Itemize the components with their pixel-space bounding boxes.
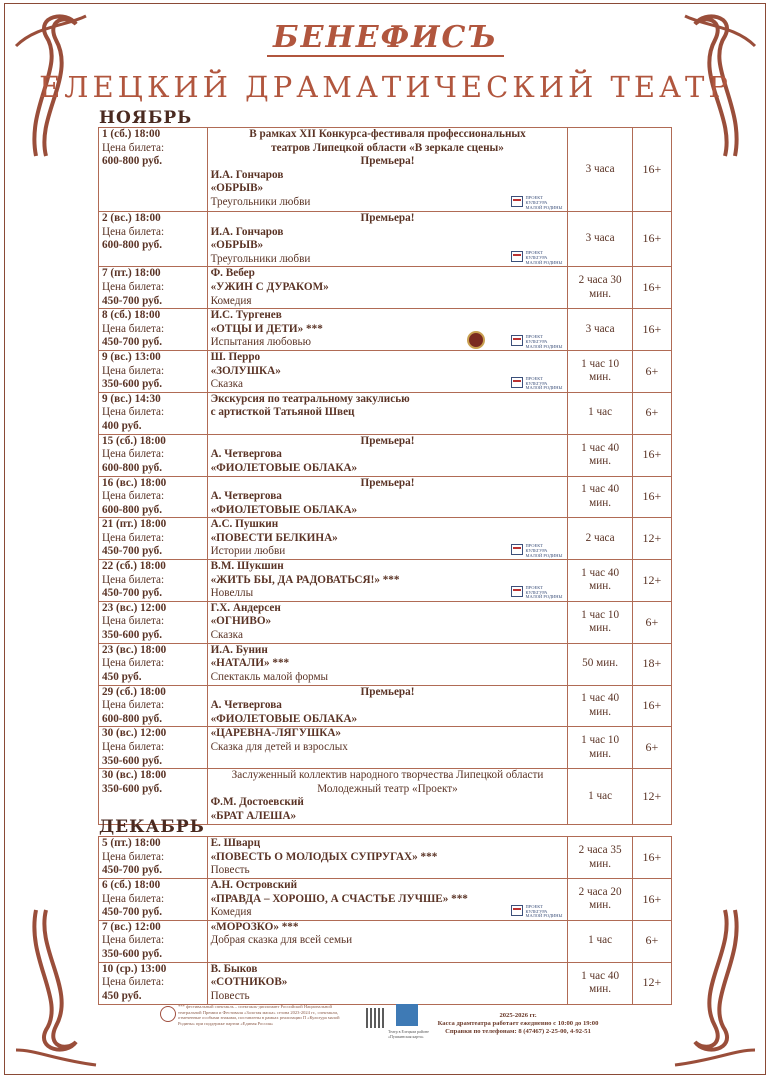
play-genre: Сказка	[210, 629, 243, 642]
event-date: 2 (вс.) 18:00	[102, 212, 161, 224]
event-date: 23 (вс.) 18:00	[102, 643, 167, 656]
event-cell	[207, 643, 568, 685]
price-label: Цена билета:	[102, 892, 165, 905]
author-name: Ф. Вебер	[210, 267, 255, 280]
date-cell	[99, 962, 208, 1004]
duration-cell: 2 часа 35 мин.	[568, 837, 632, 879]
age-rating-cell: 16+	[632, 267, 671, 309]
ticket-price: 450 руб.	[102, 671, 142, 684]
ticket-price: 600-800 руб.	[102, 155, 162, 168]
date-cell	[99, 518, 208, 560]
date-cell	[99, 267, 208, 309]
price-label: Цена билета:	[102, 141, 165, 154]
age-rating-cell: 16+	[632, 212, 671, 267]
play-genre: Истории любви	[210, 545, 286, 558]
play-title: «ПРАВДА – ХОРОШО, А СЧАСТЬЕ ЛУЧШЕ» ***	[210, 892, 468, 905]
event-date: 22 (сб.) 18:00	[102, 560, 166, 573]
ticket-price: 600-800 руб.	[102, 461, 162, 474]
author-name: И.А. Гончаров	[210, 168, 284, 181]
event-date: 6 (сб.) 18:00	[102, 879, 161, 891]
ticket-price: 450-700 руб.	[102, 906, 162, 919]
flag-icon	[511, 335, 523, 346]
play-genre: Повесть	[210, 989, 250, 1002]
project-logo-text: ПРОЕКТ КУЛЬТУРА МАЛОЙ РОДИНЫ	[525, 333, 563, 349]
project-culture-logo-icon	[511, 543, 563, 557]
duration-cell: 1 час 40 мин.	[568, 962, 632, 1004]
project-logo-text: ПРОЕКТ КУЛЬТУРА МАЛОЙ РОДИНЫ	[525, 903, 563, 919]
event-note: Заслуженный коллектив народного творчества Липецкой области	[231, 769, 544, 782]
event-note: Молодежный театр «Проект»	[317, 782, 458, 795]
event-date: 8 (сб.) 18:00	[102, 309, 161, 322]
schedule-row	[99, 128, 672, 212]
event-cell	[207, 434, 568, 476]
play-genre: Повесть	[210, 864, 250, 877]
ticket-price: 600-800 руб.	[102, 239, 162, 252]
schedule-row	[99, 392, 672, 434]
event-note: театров Липецкой области «В зеркале сцены»	[271, 141, 504, 154]
event-cell	[207, 601, 568, 643]
season-label: 2025-2026 гг.	[499, 1012, 537, 1019]
schedule-row	[99, 560, 672, 602]
price-label: Цена билета:	[102, 531, 165, 544]
box-office-hours: Касса драмтеатра работает ежедневно с 10:00 до 19:00	[437, 1020, 599, 1027]
flag-icon	[511, 586, 523, 597]
price-label: Цена билета:	[102, 406, 165, 419]
schedule-row	[99, 212, 672, 267]
event-date: 30 (вс.) 18:00	[102, 769, 167, 782]
play-title: «ФИОЛЕТОВЫЕ ОБЛАКА»	[210, 503, 358, 516]
schedule-row	[99, 727, 672, 769]
event-date: 9 (вс.) 13:00	[102, 350, 161, 363]
event-cell	[207, 392, 568, 434]
november-schedule-table	[98, 127, 672, 825]
schedule-row	[99, 920, 672, 962]
event-date: 1 (сб.) 18:00	[102, 128, 161, 140]
event-date: 29 (сб.) 18:00	[102, 685, 166, 698]
event-cell	[207, 212, 568, 267]
event-cell	[207, 518, 568, 560]
event-cell	[207, 267, 568, 309]
flag-icon	[511, 251, 523, 262]
duration-cell: 1 час 40 мин.	[568, 560, 632, 602]
price-label: Цена билета:	[102, 615, 165, 628]
play-title: «БРАТ АЛЕША»	[210, 809, 297, 822]
project-culture-logo-icon	[511, 334, 563, 348]
age-rating-cell: 6+	[632, 392, 671, 434]
price-label: Цена билета:	[102, 850, 165, 863]
play-genre: Новеллы	[210, 587, 254, 600]
author-name: Е. Шварц	[210, 837, 261, 849]
play-title: «ЖИТЬ БЫ, ДА РАДОВАТЬСЯ!» ***	[210, 573, 400, 586]
play-title: «СОТНИКОВ»	[210, 976, 288, 989]
ticket-price: 350-600 руб.	[102, 782, 162, 795]
schedule-row	[99, 309, 672, 351]
flag-icon	[511, 377, 523, 388]
event-date: 15 (сб.) 18:00	[102, 434, 166, 447]
author-name: А. Четвергова	[210, 699, 282, 712]
play-genre: Треугольники любви	[210, 252, 311, 265]
price-label: Цена билета:	[102, 573, 165, 586]
play-title: «НАТАЛИ» ***	[210, 657, 290, 670]
author-name: И.А. Гончаров	[210, 225, 284, 238]
premiere-label: Премьера!	[360, 685, 415, 698]
price-label: Цена билета:	[102, 448, 165, 461]
price-label: Цена билета:	[102, 934, 165, 947]
price-label: Цена билета:	[102, 225, 165, 238]
event-date: 21 (пт.) 18:00	[102, 518, 167, 531]
event-cell	[207, 920, 568, 962]
author-name: В. Быков	[210, 962, 258, 975]
play-title: «ОГНИВО»	[210, 615, 272, 628]
age-rating-cell: 16+	[632, 476, 671, 518]
duration-cell: 1 час 40 мин.	[568, 685, 632, 727]
project-logo-text: ПРОЕКТ КУЛЬТУРА МАЛОЙ РОДИНЫ	[525, 543, 563, 558]
schedule-row	[99, 267, 672, 309]
age-rating-cell: 16+	[632, 434, 671, 476]
event-date: 30 (вс.) 12:00	[102, 727, 167, 740]
date-cell	[99, 434, 208, 476]
author-name: Ф.М. Достоевский	[210, 796, 304, 809]
age-rating-cell: 6+	[632, 601, 671, 643]
event-cell	[207, 309, 568, 351]
event-date: 23 (вс.) 12:00	[102, 601, 167, 614]
play-genre: Спектакль малой формы	[210, 671, 329, 684]
age-rating-cell: 6+	[632, 350, 671, 392]
schedule-row	[99, 685, 672, 727]
play-genre: Сказка	[210, 378, 243, 391]
schedule-row	[99, 837, 672, 879]
premiere-label: Премьера!	[360, 212, 415, 224]
play-title: «ОБРЫВ»	[210, 239, 264, 252]
duration-cell: 3 часа	[568, 128, 632, 212]
age-rating-cell: 12+	[632, 962, 671, 1004]
play-title: «ПОВЕСТИ БЕЛКИНА»	[210, 531, 338, 544]
play-genre: Комедия	[210, 906, 252, 919]
event-cell	[207, 560, 568, 602]
ticket-price: 450 руб.	[102, 989, 142, 1002]
project-culture-logo-icon	[511, 585, 563, 599]
date-cell	[99, 920, 208, 962]
play-genre: Испытания любовью	[210, 336, 311, 349]
event-date: 9 (вс.) 14:30	[102, 392, 161, 405]
premiere-label: Премьера!	[360, 476, 415, 489]
duration-cell: 2 часа	[568, 518, 632, 560]
page-title: ЕЛЕЦКИЙ ДРАМАТИЧЕСКИЙ ТЕАТР	[39, 70, 732, 104]
author-name: А.С. Пушкин	[210, 518, 279, 531]
project-logo-text: ПРОЕКТ КУЛЬТУРА МАЛОЙ РОДИНЫ	[525, 584, 563, 600]
project-logo-text: ПРОЕКТ КУЛЬТУРА МАЛОЙ РОДИНЫ	[525, 195, 563, 210]
event-cell	[207, 962, 568, 1004]
event-cell	[207, 685, 568, 727]
event-date: 7 (вс.) 12:00	[102, 920, 161, 933]
schedule-row	[99, 879, 672, 921]
author-name: «МОРОЗКО» ***	[210, 920, 299, 933]
date-cell	[99, 392, 208, 434]
schedule-row	[99, 434, 672, 476]
play-title: «ПОВЕСТЬ О МОЛОДЫХ СУПРУГАХ» ***	[210, 850, 438, 863]
duration-cell: 1 час	[568, 769, 632, 824]
event-date: 10 (ср.) 13:00	[102, 962, 167, 975]
price-label: Цена билета:	[102, 322, 165, 335]
age-rating-cell: 16+	[632, 837, 671, 879]
age-rating-cell: 6+	[632, 920, 671, 962]
event-cell	[207, 727, 568, 769]
author-name: А. Четвергова	[210, 448, 282, 461]
play-title: «ОТЦЫ И ДЕТИ» ***	[210, 322, 323, 335]
age-rating-cell: 16+	[632, 128, 671, 212]
price-label: Цена билета:	[102, 976, 165, 989]
ticket-price: 450-700 руб.	[102, 545, 162, 558]
price-label: Цена билета:	[102, 657, 165, 670]
duration-cell: 1 час 40 мин.	[568, 434, 632, 476]
date-cell	[99, 769, 208, 824]
duration-cell: 2 часа 20 мин.	[568, 879, 632, 921]
ticket-price: 600-800 руб.	[102, 503, 162, 516]
age-rating-cell: 12+	[632, 769, 671, 824]
ticket-price: 350-600 руб.	[102, 629, 162, 642]
price-label: Цена билета:	[102, 490, 165, 503]
duration-cell: 3 часа	[568, 212, 632, 267]
footer	[0, 1004, 771, 1059]
schedule-row	[99, 769, 672, 824]
duration-cell: 1 час	[568, 920, 632, 962]
duration-cell: 1 час 40 мин.	[568, 476, 632, 518]
age-rating-cell: 12+	[632, 560, 671, 602]
ticket-price: 450-700 руб.	[102, 294, 162, 307]
duration-cell: 3 часа	[568, 309, 632, 351]
author-name: «ЦАРЕВНА-ЛЯГУШКА»	[210, 727, 342, 740]
event-date: 16 (вс.) 18:00	[102, 476, 167, 489]
date-cell	[99, 685, 208, 727]
play-title: «ОБРЫВ»	[210, 182, 264, 195]
play-genre: Комедия	[210, 294, 252, 307]
event-cell	[207, 350, 568, 392]
schedule-row	[99, 518, 672, 560]
price-label: Цена билета:	[102, 741, 165, 753]
project-culture-logo-icon	[511, 195, 563, 209]
flag-icon	[511, 544, 523, 555]
duration-cell: 1 час	[568, 392, 632, 434]
duration-cell: 2 часа 30 мин.	[568, 267, 632, 309]
date-cell	[99, 727, 208, 769]
ticket-price: 450-700 руб.	[102, 864, 162, 877]
flag-icon	[511, 905, 523, 916]
age-rating-cell: 12+	[632, 518, 671, 560]
author-name: В.М. Шукшин	[210, 560, 284, 573]
schedule-row	[99, 350, 672, 392]
date-cell	[99, 601, 208, 643]
date-cell	[99, 837, 208, 879]
theatre-logo: БЕНЕФИСЪ	[0, 20, 771, 55]
event-note: В рамках XII Конкурса-фестиваля профессиональных	[249, 128, 526, 140]
date-cell	[99, 879, 208, 921]
age-rating-cell: 16+	[632, 879, 671, 921]
flag-icon	[511, 196, 523, 207]
event-cell	[207, 837, 568, 879]
author-name: А.Н. Островский	[210, 879, 298, 891]
ticket-price: 450-700 руб.	[102, 336, 162, 349]
december-schedule-table	[98, 836, 672, 1005]
project-culture-logo-icon	[511, 376, 563, 390]
project-culture-logo-icon	[511, 904, 563, 918]
play-genre: Треугольники любви	[210, 195, 311, 208]
project-culture-logo-icon	[511, 250, 563, 264]
qr-code-icon[interactable]	[366, 1008, 386, 1028]
duration-cell: 50 мин.	[568, 643, 632, 685]
date-cell	[99, 350, 208, 392]
author-name: Ш. Перро	[210, 350, 261, 363]
event-cell	[207, 879, 568, 921]
event-cell	[207, 476, 568, 518]
festival-mark-icon	[160, 1006, 176, 1022]
premiere-label: Премьера!	[360, 434, 415, 447]
play-title: «УЖИН С ДУРАКОМ»	[210, 280, 329, 293]
event-date: 7 (пт.) 18:00	[102, 267, 161, 280]
pushkin-card-note: Театр в Елецком районе «Пушкинская карта»	[388, 1029, 429, 1039]
author-name: Экскурсия по театральному закулисью	[210, 392, 410, 405]
month-heading-november: НОЯБРЬ	[99, 108, 193, 128]
pushkin-card-logo-icon	[396, 1004, 418, 1026]
play-genre: Добрая сказка для всей семьи	[210, 934, 353, 947]
schedule-row	[99, 476, 672, 518]
ticket-price: 600-800 руб.	[102, 712, 162, 725]
event-note: Премьера!	[360, 155, 415, 168]
play-genre: Сказка для детей и взрослых	[210, 741, 348, 753]
price-label: Цена билета:	[102, 280, 165, 293]
price-label: Цена билета:	[102, 699, 165, 712]
play-title: «ФИОЛЕТОВЫЕ ОБЛАКА»	[210, 461, 358, 474]
play-title: «ФИОЛЕТОВЫЕ ОБЛАКА»	[210, 712, 358, 725]
author-name: Г.Х. Андерсен	[210, 601, 281, 614]
ticket-price: 400 руб.	[102, 419, 142, 432]
date-cell	[99, 128, 208, 212]
schedule-row	[99, 601, 672, 643]
ticket-price: 450-700 руб.	[102, 587, 162, 600]
price-label: Цена билета:	[102, 364, 165, 377]
event-cell	[207, 128, 568, 212]
age-rating-cell: 16+	[632, 309, 671, 351]
author-name: А. Четвергова	[210, 490, 282, 503]
event-cell	[207, 769, 568, 824]
age-rating-cell: 16+	[632, 685, 671, 727]
ticket-price: 350-600 руб.	[102, 947, 162, 960]
ticket-price: 350-600 руб.	[102, 754, 162, 767]
age-rating-cell: 18+	[632, 643, 671, 685]
event-date: 5 (пт.) 18:00	[102, 837, 161, 849]
box-office-info	[418, 1012, 618, 1036]
duration-cell: 1 час 10 мин.	[568, 727, 632, 769]
project-logo-text: ПРОЕКТ КУЛЬТУРА МАЛОЙ РОДИНЫ	[525, 375, 563, 391]
date-cell	[99, 212, 208, 267]
phone-numbers: Справки по телефонам: 8 (47467) 2-25-00, 4-92-51	[445, 1028, 591, 1035]
ticket-price: 350-600 руб.	[102, 378, 162, 391]
play-title: с артисткой Татьяной Швец	[210, 406, 355, 419]
age-rating-cell: 6+	[632, 727, 671, 769]
duration-cell: 1 час 10 мин.	[568, 350, 632, 392]
footer-note: *** фестивальный спектакль – спектакль-дипломант Российской Национальной театральной Премии и Фестиваля «Золотая маска» сезона 2023-2024 гг., спектакли, отмеченные особыми знаками, поставлены в рамках реализации П «Культура малой Родины» при поддержке партии «Единая Россия»	[178, 1004, 340, 1026]
play-title: «ЗОЛУШКА»	[210, 364, 281, 377]
project-logo-text: ПРОЕКТ КУЛЬТУРА МАЛОЙ РОДИНЫ	[525, 250, 563, 265]
duration-cell: 1 час 10 мин.	[568, 601, 632, 643]
author-name: И.А. Бунин	[210, 643, 268, 656]
date-cell	[99, 476, 208, 518]
author-name: И.С. Тургенев	[210, 309, 282, 322]
schedule-row	[99, 643, 672, 685]
month-heading-december: ДЕКАБРЬ	[99, 817, 205, 837]
schedule-row	[99, 962, 672, 1004]
date-cell	[99, 560, 208, 602]
date-cell	[99, 643, 208, 685]
date-cell	[99, 309, 208, 351]
